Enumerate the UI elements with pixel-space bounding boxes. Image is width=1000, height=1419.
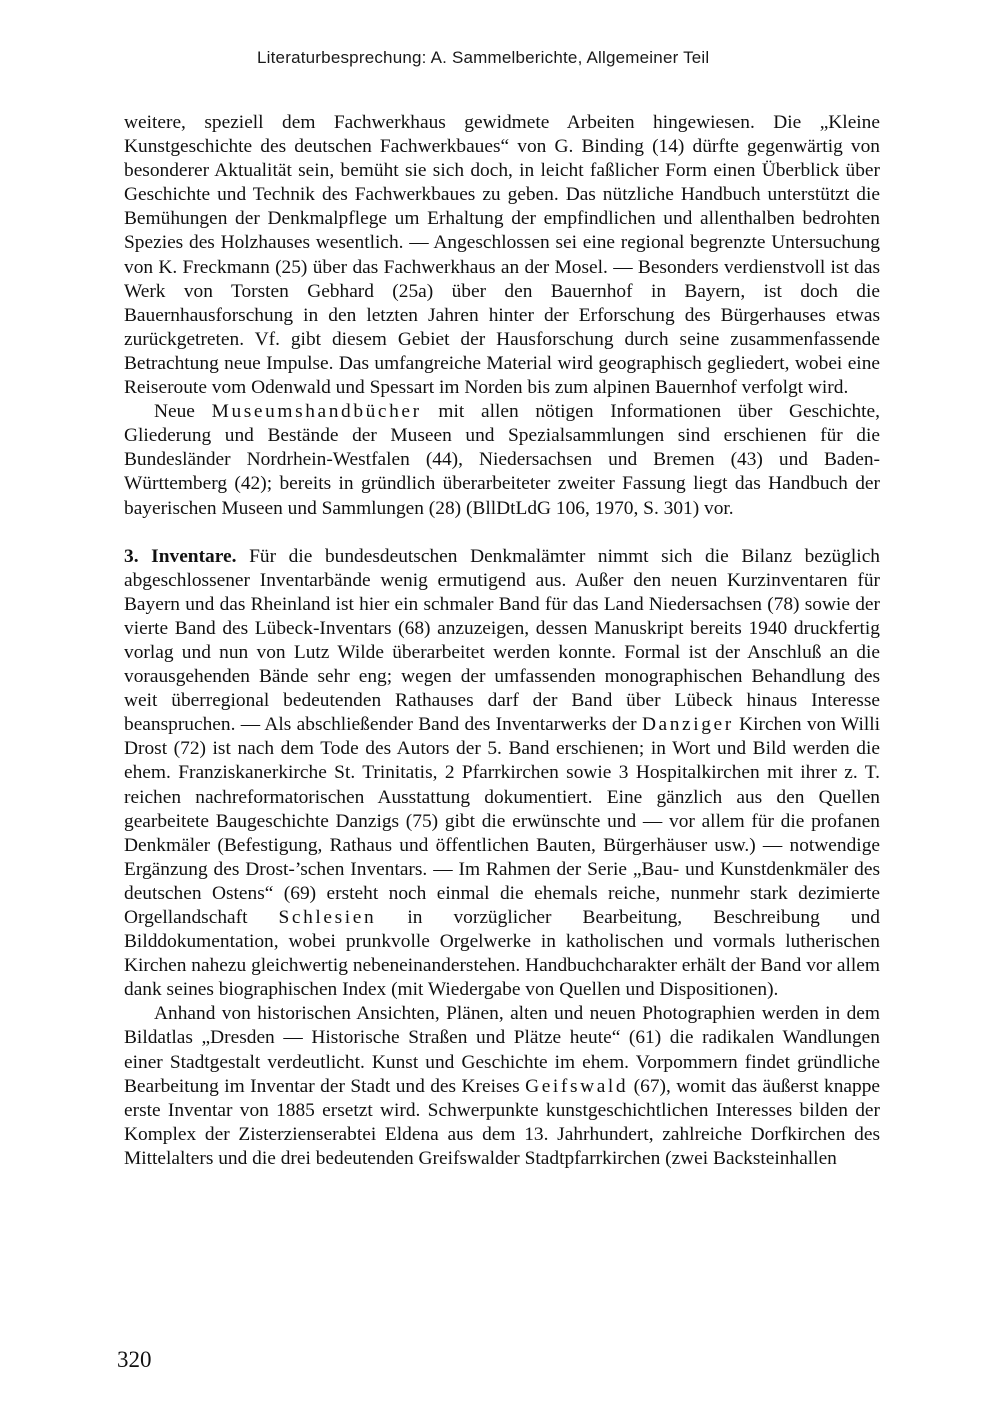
paragraph-text: in vorzüglicher Bearbeitung, Beschreibung und Bilddokumentation, wobei prunkvolle Orgelwerke in katholischen und vormals lutherischen Kirchen nahezu gleichwertig nebeneinanderstehen. Handbuchcharakter erhält der Band vor allem dank seines biographischen Index (mit Wiedergabe von Quellen und Dispositionen). (124, 907, 880, 1001)
section-heading-inventare: 3. Inventare. (124, 545, 237, 567)
paragraph-lead: Neue (154, 401, 212, 423)
paragraph-inventare (124, 545, 880, 1003)
paragraph-text: Kirchen von Willi Drost (72) ist nach dem Tode des Autors der 5. Band erschienen; in Wort und Bild werden die ehem. Franziskanerkirche St. Trinitatis, 2 Pfarrkirchen sowie 3 Hospitalkirchen mit ihrer z. T. reichen nachreformatorischen Ausstattung dokumentiert. Eine gänzlich aus den Quellen gearbeitete Baugeschichte Danzigs (75) gibt die erwünschte und — vor allem für die profanen Denkmäler (Befestigung, Rathaus und öffentlichen Bauten, Bürgerhäuser usw.) — notwendige Ergänzung des Drost-’schen Inventars. — Im Rahmen der Serie „Bau- und Kunstdenkmäler des deutschen Ostens“ (69) ersteht noch einmal die ehemals reiche, nunmehr stark dezimierte Orgellandschaft (124, 714, 880, 928)
body-text (124, 111, 880, 1171)
spaced-term-danziger: Danziger (641, 714, 734, 736)
paragraph-text: Anhand von historischen Ansichten, Plänen, alten und neuen Photographien werden in dem Bildatlas „Dresden — Historische Straßen und Plätze heute“ (61) die radikalen Wandlungen einer Stadtgestalt verdeutlicht. Kunst und Geschichte im ehem. Vorpommern findet gründliche Bearbeitung im Inventar der Stadt und des Kreises (124, 1003, 880, 1097)
spaced-term-schlesien: Schlesien (278, 907, 377, 928)
paragraph-museumshandbuecher (124, 400, 880, 520)
spaced-term-geifswald: Geifswald (525, 1075, 629, 1097)
paragraph-text: (67), womit das äußerst knappe erste Inventar von 1885 ersetzt wird. Schwerpunkte kunstgeschichtlichen Interesses bilden der Komplex der Zisterzienserabtei Eldena aus dem 13. Jahrhundert, zahlreiche Dorfkirchen des Mittelalters und die drei bedeutenden Greifswalder Stadtpfarrkirchen (zwei Backsteinhallen (124, 1075, 880, 1169)
paragraph-text: Für die bundesdeutschen Denkmalämter nimmt sich die Bilanz bezüglich abgeschlossener Inventarbände wenig ermutigend aus. Außer den neuen Kurzinventaren für Bayern und das Rheinland ist hier ein schmaler Band für das Land Niedersachsen (78) sowie der vierte Band des Lübeck-Inventars (68) anzuzeigen, dessen Manuskript bereits 1940 druckfertig vorlag und nun von Lutz Wilde überarbeitet werden konnte. Formal ist der Anschluß an die vorausgehenden Bände sehr eng; wegen der umfassenden monographischen Behandlung des weit überregional bedeutenden Rathauses darf der Band über Lübeck hinaus Interesse beanspruchen. — Als abschließender Band des Inventarwerks der (124, 545, 880, 736)
page-number: 320 (117, 1347, 152, 1372)
running-header: Literaturbesprechung: A. Sammelberichte, Allgemeiner Teil (257, 48, 710, 67)
paragraph-dresden-greifswald (124, 1002, 880, 1171)
spaced-term-museumshandbuecher: Museumshandbücher (211, 401, 422, 423)
paragraph-fachwerkhaus (124, 111, 880, 400)
paragraph-text: weitere, speziell dem Fachwerkhaus gewidmete Arbeiten hingewiesen. Die „Kleine Kunstgeschichte des deutschen Fachwerkbaues“ von G. Binding (14) dürfte gegenwärtig von besonderer Aktualität sein, bemüht sie sich doch, in leicht faßlicher Form einen Überblick über Geschichte und Technik des Fachwerkbaues zu geben. Das nützliche Handbuch unterstützt die Bemühungen der Denkmalpflege um Erhaltung der empfindlichen und allenthalben bedrohten Spezies des Holzhauses wesentlich. — Angeschlossen sei eine regional begrenzte Untersuchung von K. Freckmann (25) über das Fachwerkhaus an der Mosel. — Besonders verdienstvoll ist das Werk von Torsten Gebhard (25a) über den Bauernhof in Bayern, ist doch die Bauernhausforschung in den letzten Jahren hinter der Erforschung des Bürgerhauses etwas zurückgetreten. Vf. gibt diesem Gebiet der Hausforschung durch seine zusammenfassende Betrachtung neue Impulse. Das umfangreiche Material wird geographisch gegliedert, wobei eine Reiseroute vom Odenwald und Spessart im Norden bis zum alpinen Bauernhof verfolgt wird. (124, 112, 880, 399)
paragraph-text: mit allen nötigen Informationen über Geschichte, Gliederung und Bestände der Museen und Spezialsammlungen sind erschienen für die Bundesländer Nordrhein-Westfalen (44), Niedersachsen und Bremen (43) und Baden-Württemberg (42); bereits in gründlich überarbeiteter zweiter Fassung liegt das Handbuch der bayerischen Museen und Sammlungen (28) (BllDtLdG 106, 1970, S. 301) vor. (124, 401, 880, 519)
